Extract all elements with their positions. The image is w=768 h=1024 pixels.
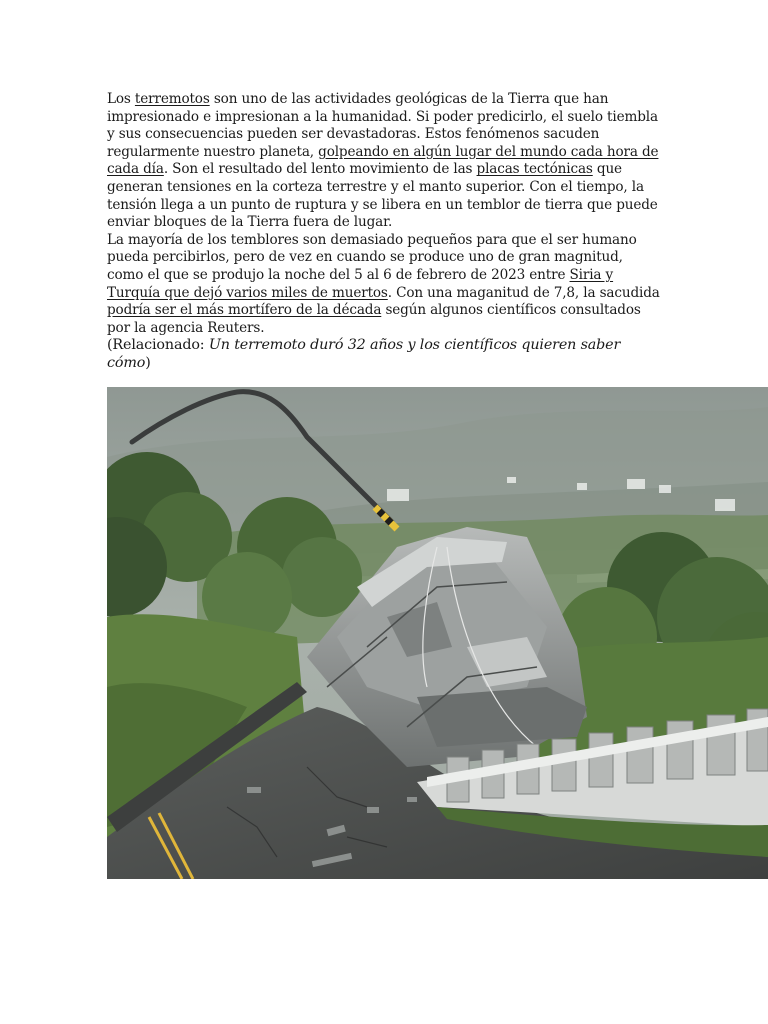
link-terremotos[interactable]: terremotos bbox=[134, 91, 210, 107]
link-golpeando[interactable]: golpeando en algún lugar del mundo cada hora de cada día bbox=[107, 143, 659, 178]
text-span: Los bbox=[107, 91, 135, 107]
related-suffix: ) bbox=[145, 354, 151, 371]
related-link-line bbox=[107, 337, 663, 372]
related-title[interactable]: Un terremoto duró 32 años y los científicos quieren saber cómo bbox=[107, 337, 621, 371]
text-span: son uno de las actividades geológicas de la Tierra que han impresionado e impresionan a la humanidad. Si poder predicirlo, el suelo tiembla y sus consecuencias pueden ser devastadoras. Estos fenómenos sacuden regularmente nuestro planeta, bbox=[107, 91, 658, 160]
link-siria-turquia[interactable]: Siria y Turquía que dejó varios miles de muertos bbox=[107, 266, 614, 301]
collapsed-bridge-photo bbox=[107, 387, 768, 879]
paragraph-intro bbox=[107, 91, 663, 232]
text-span: . Son el resultado del lento movimiento de las bbox=[163, 161, 477, 178]
text-span: según algunos científicos consultados por la agencia Reuters. bbox=[107, 302, 641, 336]
article-text bbox=[107, 91, 663, 373]
text-span: que generan tensiones en la corteza terrestre y el manto superior. Con el tiempo, la tensión llega a un punto de ruptura y se libera en un temblor de tierra que puede enviar bloques de la Tierra fuera de lugar. bbox=[107, 161, 658, 231]
photo-illustration bbox=[107, 387, 768, 879]
link-mas-mortifero[interactable]: podría ser el más mortífero de la década bbox=[107, 302, 382, 319]
text-span: . Con una maganitud de 7,8, la sacudida bbox=[387, 284, 660, 301]
related-prefix: (Relacionado: bbox=[107, 337, 209, 354]
paragraph-temblores bbox=[107, 232, 663, 338]
text-span: La mayoría de los temblores son demasiado pequeños para que el ser humano pueda percibirlos, pero de vez en cuando se produce uno de gran magnitud, como el que se produjo la noche del 5 al 6 de febrero de 2023 entre bbox=[107, 231, 637, 283]
link-placas-tectonicas[interactable]: placas tectónicas bbox=[476, 161, 593, 178]
